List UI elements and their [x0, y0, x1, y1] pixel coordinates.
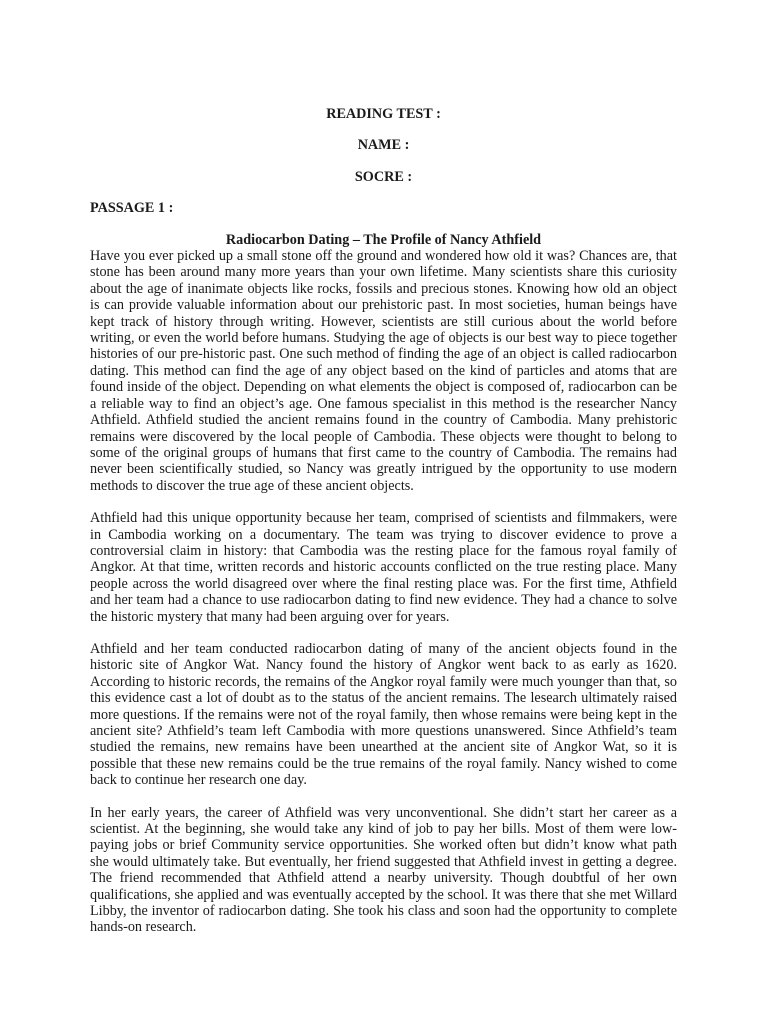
article-title: Radiocarbon Dating – The Profile of Nancy Athfield: [225, 231, 542, 248]
passage-label: PASSAGE 1 :: [90, 200, 174, 217]
score-field-label: SOCRE :: [354, 168, 413, 185]
paragraph-1: Have you ever picked up a small stone off the ground and wondered how old it was? Chances are, that stone has been around many more years than your own lifetime. Many scientists share this curiosity about the age of inanimate objects like rocks, fossils and precious stones. Knowing how old an object is can provide valuable information about our prehistoric past. In most societies, human beings have kept track of history through writing. However, scientists are still curious about the world before writing, or even the world before humans. Studying the age of objects is our best way to piece together histories of our pre-historic past. One such method of finding the age of an object is called radiocarbon dating. This method can find the age of any object based on the kind of particles and atoms that are found inside of the object. Depending on what elements the object is composed of, radiocarbon can be a reliable way to find an object’s age. One famous specialist in this method is the researcher Nancy Athfield. Athfield studied the ancient remains found in the country of Cambodia. Many prehistoric remains were discovered by the local people of Cambodia. These objects were thought to belong to some of the original groups of humans that first came to the country of Cambodia. The remains had never been scientifically studied, so Nancy was greatly intrigued by the opportunity to use modern methods to discover the true age of these ancient objects.: [90, 248, 677, 494]
paragraph-3: Athfield and her team conducted radiocarbon dating of many of the ancient objects found in the historic site of Angkor Wat. Nancy found the history of Angkor went back to as early as 1620. According to historic records, the remains of the Angkor royal family were much younger than that, so this evidence cast a lot of doubt as to the status of the ancient remains. The lesearch ultimately raised more questions. If the remains were not of the royal family, then whose remains were being kept in the ancient site? Athfield’s team left Cambodia with more questions unanswered. Since Athfield’s team studied the remains, new remains have been unearthed at the ancient site of Angkor Wat, so it is possible that these new remains could be the true remains of the royal family. Nancy wished to come back to continue her research one day.: [90, 640, 677, 789]
document-page: [90, 106, 677, 952]
paragraph-4: In her early years, the career of Athfield was very unconventional. She didn’t start her career as a scientist. At the beginning, she would take any kind of job to pay her bills. Most of them were low-paying jobs or brief Community service opportunities. She worked often but didn’t know what path she would ultimately take. But eventually, her friend suggested that Athfield invest in getting a degree. The friend recommended that Athfield attend a nearby university. Though doubtful of her own qualifications, she applied and was eventually accepted by the school. It was there that she met Willard Libby, the inventor of radiocarbon dating. She took his class and soon had the opportunity to complete hands-on research.: [90, 804, 677, 936]
name-field-label: NAME :: [357, 137, 410, 154]
paragraph-2: Athfield had this unique opportunity because her team, comprised of scientists and filmmakers, were in Cambodia working on a documentary. The team was trying to discover evidence to prove a controversial claim in history: that Cambodia was the resting place for the famous royal family of Angkor. At that time, written records and historic accounts conflicted on the true resting place. Many people across the world disagreed over where the final resting place was. For the first time, Athfield and her team had a chance to use radiocarbon dating to find new evidence. They had a chance to solve the historic mystery that many had been arguing over for years.: [90, 510, 677, 625]
reading-test-heading: READING TEST :: [326, 106, 441, 122]
